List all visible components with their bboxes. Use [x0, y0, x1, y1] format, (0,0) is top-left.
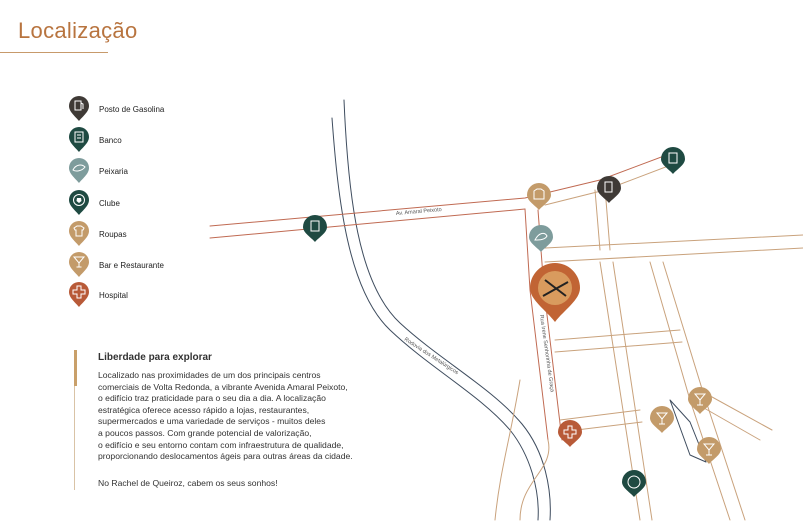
soccer-ball-icon: [68, 190, 90, 216]
legend-item-clothes: [68, 221, 127, 247]
hospital-marker[interactable]: [558, 420, 582, 447]
gas-pump-marker[interactable]: [597, 176, 621, 203]
accent-line: [74, 386, 75, 490]
building-location-marker[interactable]: [530, 263, 580, 322]
description-heading: Liberdade para explorar: [98, 352, 212, 363]
legend-item-bar-restaurant: [68, 252, 164, 278]
description-body: Localizado nas proximidades de um dos principais centros comerciais de Volta Redonda, a vibrante Avenida Amaral Peixoto, o edifício traz praticidade para o seu dia a dia. A localização estratégica oferece acesso rápido a lojas, restaurantes, supermercados e uma variedade de serviços - muitos deles a poucos passos. Com grande potencial de valorização, o edifício e seu entorno contam com infraestrutura de qualidade, proporcionando deslocamentos ágeis para outras áreas da cidade.: [98, 370, 353, 462]
legend-label: Banco: [99, 135, 122, 145]
legend-item-gas-station: [68, 96, 164, 122]
page-title: Localização: [18, 18, 138, 43]
legend-item-fish-shop: [68, 158, 128, 184]
gas-pump-icon: [68, 96, 90, 122]
legend-label: Bar e Restaurante: [99, 260, 164, 270]
legend-label: Hospital: [99, 290, 128, 300]
bank-marker-2[interactable]: [661, 147, 685, 174]
legend-item-bank: [68, 127, 122, 153]
bank-marker[interactable]: [303, 215, 327, 242]
cocktail-icon: [68, 252, 90, 278]
legend-item-club: [68, 190, 120, 216]
cross-icon: [68, 282, 90, 308]
soccer-ball-marker[interactable]: [622, 470, 646, 497]
legend-item-hospital: [68, 282, 128, 308]
street-label-rodovia: Rodovia dos Metalúrgicos: [402, 336, 460, 377]
street-label-rua-irene: Rua Irene Senhorinha de Graça: [538, 314, 555, 393]
accent-bar: [74, 350, 77, 386]
legend-label: Clube: [99, 198, 120, 208]
cocktail-marker-2[interactable]: [650, 406, 674, 433]
street-label-av-amaral: Av. Amaral Peixoto: [395, 207, 442, 217]
shirt-marker[interactable]: [527, 183, 551, 210]
legend-label: Posto de Gasolina: [99, 104, 165, 114]
legend-label: Roupas: [99, 229, 127, 239]
description-closing: No Rachel de Queiroz, cabem os seus sonhos!: [98, 478, 278, 488]
legend-label: Peixaria: [99, 166, 128, 176]
bank-icon: [68, 127, 90, 153]
shirt-icon: [68, 221, 90, 247]
fish-icon: [68, 158, 90, 184]
